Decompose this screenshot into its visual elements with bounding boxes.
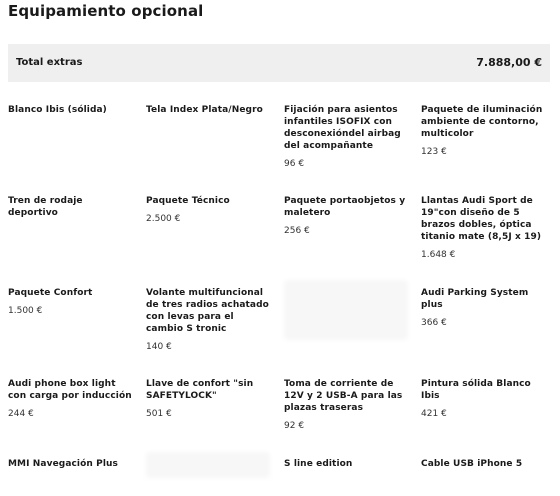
total-extras-bar bbox=[8, 44, 550, 82]
equipment-item-price: 501 € bbox=[146, 409, 172, 419]
equipment-item bbox=[146, 287, 270, 353]
equipment-item-price: 2.500 € bbox=[146, 214, 181, 224]
equipment-item-price: 1.648 € bbox=[421, 250, 456, 260]
total-extras-label: Total extras bbox=[16, 57, 83, 68]
equipment-item bbox=[284, 378, 408, 432]
redacted-item bbox=[284, 280, 408, 340]
equipment-item-name: Cable USB iPhone 5 bbox=[421, 459, 523, 469]
equipment-item-name: Paquete portaobjetos y maletero bbox=[284, 196, 406, 218]
total-extras-value: 7.888,00 € bbox=[476, 56, 542, 69]
equipment-item-name: Llantas Audi Sport de 19"con diseño de 5 brazos dobles, óptica titanio mate (8,5J x 19) bbox=[421, 196, 542, 242]
equipment-item-name: Volante multifuncional de tres radios achatado con levas para el cambio S tronic bbox=[146, 288, 269, 334]
equipment-item-price: 421 € bbox=[421, 409, 447, 419]
equipment-item-name: MMI Navegación Plus bbox=[8, 459, 118, 469]
equipment-item bbox=[8, 287, 132, 317]
equipment-item bbox=[8, 104, 132, 116]
equipment-item bbox=[8, 458, 132, 470]
equipment-item bbox=[146, 195, 270, 225]
equipment-item-name: Fijación para asientos infantiles ISOFIX con desconexióndel airbag del acompañante bbox=[284, 105, 401, 151]
equipment-item bbox=[8, 195, 132, 219]
equipment-item bbox=[421, 287, 545, 329]
equipment-item-name: Blanco Ibis (sólida) bbox=[8, 105, 107, 115]
equipment-item bbox=[421, 195, 545, 261]
equipment-item bbox=[421, 458, 545, 470]
equipment-item-price: 123 € bbox=[421, 147, 447, 157]
equipment-item bbox=[146, 104, 270, 116]
equipment-item-price: 96 € bbox=[284, 159, 305, 169]
equipment-item bbox=[421, 378, 545, 420]
equipment-item-name: Paquete Técnico bbox=[146, 196, 230, 206]
equipment-item-name: Paquete de iluminación ambiente de contorno, multicolor bbox=[421, 105, 543, 139]
section-title: Equipamiento opcional bbox=[8, 2, 204, 20]
equipment-item-price: 92 € bbox=[284, 421, 305, 431]
equipment-item-name: Tela Index Plata/Negro bbox=[146, 105, 263, 115]
equipment-item-name: Pintura sólida Blanco Ibis bbox=[421, 379, 531, 401]
equipment-item-name: Llave de confort "sin SAFETYLOCK" bbox=[146, 379, 254, 401]
equipment-item-price: 366 € bbox=[421, 318, 447, 328]
equipment-item-price: 256 € bbox=[284, 226, 310, 236]
equipment-item-price: 1.500 € bbox=[8, 306, 43, 316]
equipment-item bbox=[284, 104, 408, 170]
equipment-item bbox=[284, 458, 408, 470]
optional-equipment-grid bbox=[8, 82, 556, 496]
equipment-item-name: Audi Parking System plus bbox=[421, 288, 529, 310]
equipment-item bbox=[8, 378, 132, 420]
equipment-item bbox=[284, 195, 408, 237]
equipment-item-price: 140 € bbox=[146, 342, 172, 352]
equipment-item bbox=[146, 378, 270, 420]
equipment-item-price: 244 € bbox=[8, 409, 34, 419]
equipment-item-name: Toma de corriente de 12V y 2 USB-A para las plazas traseras bbox=[284, 379, 403, 413]
equipment-item-name: Audi phone box light con carga por inducción bbox=[8, 379, 132, 401]
equipment-item-name: Paquete Confort bbox=[8, 288, 93, 298]
equipment-item bbox=[421, 104, 545, 158]
equipment-item-name: Tren de rodaje deportivo bbox=[8, 196, 83, 218]
redacted-item bbox=[146, 452, 270, 478]
equipment-item-name: S line edition bbox=[284, 459, 353, 469]
